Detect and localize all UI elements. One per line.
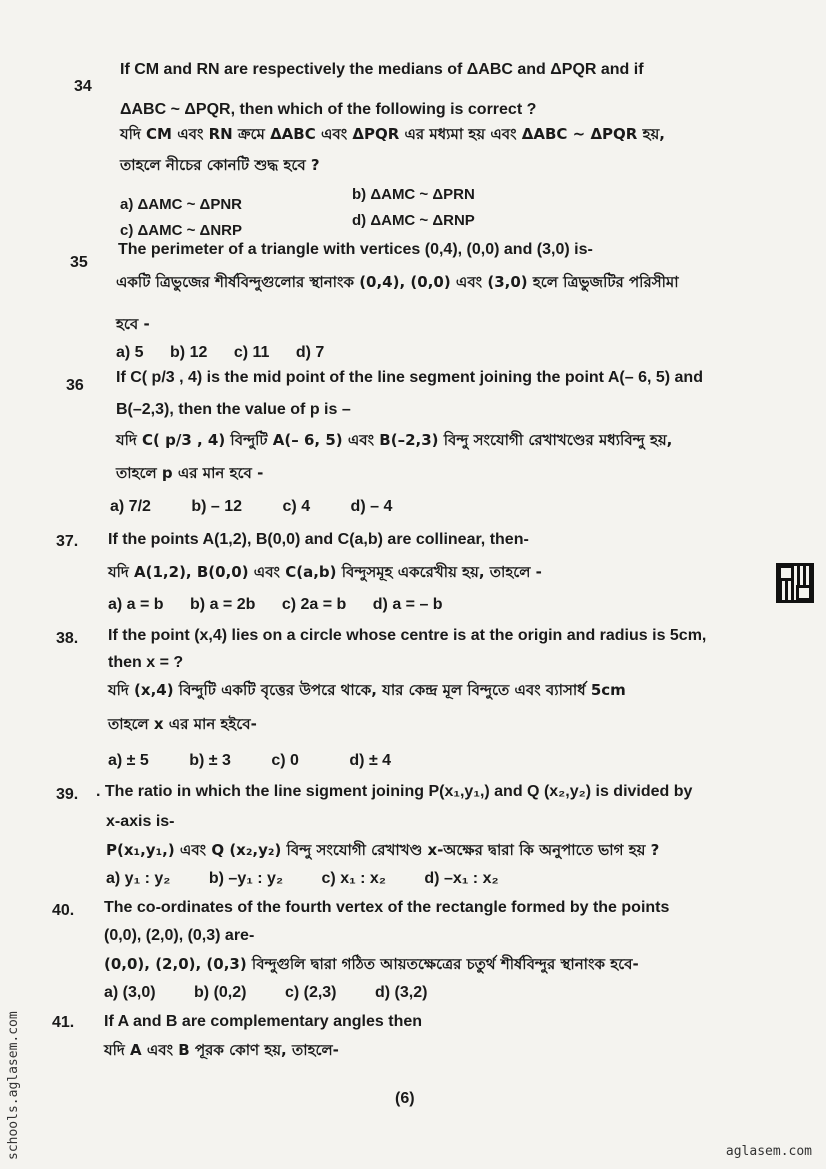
option-b: b) ± 3 [189, 752, 231, 769]
option-d: d) ± 4 [349, 752, 392, 769]
option-a: a) a = b [108, 596, 164, 613]
question-text-en: x-axis is- [106, 813, 175, 830]
question-number: 41. [52, 1014, 75, 1031]
option-b: b) – 12 [191, 498, 243, 515]
option-b: b) ΔAMC ~ ΔPRN [352, 186, 475, 203]
option-b: b) –y₁ : y₂ [208, 870, 284, 887]
question-text-bn: যদি CM এবং RN ক্রমে ΔABC এবং ΔPQR এর মধ্যমা হয় এবং ΔABC ~ ΔPQR হয়, [120, 125, 665, 143]
options [104, 984, 449, 1002]
option-a: a) ΔAMC ~ ΔPNR [120, 196, 242, 213]
option-d: d) 7 [295, 344, 325, 361]
option-b: b) a = 2b [190, 596, 256, 613]
option-c: c) x₁ : x₂ [321, 870, 386, 887]
question-text-en: B(–2,3), then the value of p is – [116, 401, 351, 418]
options [110, 498, 414, 516]
question-number: 35 [70, 254, 88, 271]
option-c: c) 11 [233, 344, 270, 361]
question-text-en: ΔABC ~ ΔPQR, then which of the following is correct ? [120, 101, 537, 118]
option-a: a) 5 [116, 344, 144, 361]
options [116, 344, 346, 362]
option-d: d) (3,2) [374, 984, 428, 1001]
question-text-bn: (0,0), (2,0), (0,3) বিন্দুগুলি দ্বারা গঠিত আয়তক্ষেত্রের চতুর্থ শীর্ষবিন্দুর স্থানাংক হবে- [104, 955, 639, 973]
option-a: a) y₁ : y₂ [106, 870, 171, 887]
page-number: (6) [395, 1090, 415, 1107]
options [106, 870, 521, 888]
option-d: d) –x₁ : x₂ [424, 870, 499, 887]
question-number: 39. [56, 786, 79, 803]
question-text-en: The perimeter of a triangle with vertices (0,4), (0,0) and (3,0) is- [118, 241, 593, 258]
question-text-bn: যদি A এবং B পূরক কোণ হয়, তাহলে- [104, 1041, 339, 1059]
question-text-bn: হবে - [116, 315, 150, 333]
question-text-en: If the points A(1,2), B(0,0) and C(a,b) are collinear, then- [108, 531, 529, 548]
question-text-en: . The ratio in which the line sigment joining P(x₁,y₁,) and Q (x₂,y₂) is divided by [96, 783, 693, 800]
question-number: 37. [56, 533, 79, 550]
question-text-en: If A and B are complementary angles then [104, 1013, 423, 1030]
option-c: c) (2,3) [284, 984, 337, 1001]
option-d: d) a = – b [372, 596, 443, 613]
option-c: c) 4 [282, 498, 311, 515]
question-text-bn: যদি C( p/3 , 4) বিন্দুটি A(– 6, 5) এবং B(–2,3) বিন্দু সংযোগী রেখাখণ্ডের মধ্যবিন্দু হয়, [116, 431, 673, 449]
options [108, 596, 465, 614]
question-text-bn: P(x₁,y₁,) এবং Q (x₂,y₂) বিন্দু সংযোগী রেখাখণ্ড x-অক্ষের দ্বারা কি অনুপাতে ভাগ হয় ? [106, 841, 660, 859]
watermark-bottom: aglasem.com [725, 1144, 812, 1159]
option-d: d) – 4 [350, 498, 393, 515]
option-a: a) (3,0) [104, 984, 156, 1001]
qr-code-icon [776, 563, 814, 603]
option-c: c) 0 [271, 752, 299, 769]
option-a: a) 7/2 [110, 498, 151, 515]
options [108, 752, 413, 770]
question-number: 36 [66, 377, 84, 394]
question-text-en: (0,0), (2,0), (0,3) are- [104, 927, 255, 944]
question-text-en: The co-ordinates of the fourth vertex of the rectangle formed by the points [104, 899, 670, 916]
question-text-bn: তাহলে নীচের কোনটি শুদ্ধ হবে ? [120, 156, 320, 174]
option-c: c) 2a = b [281, 596, 347, 613]
question-text-en: If CM and RN are respectively the medians of ΔABC and ΔPQR and if [120, 61, 644, 78]
question-text-bn: তাহলে p এর মান হবে - [116, 464, 264, 482]
option-d: d) ΔAMC ~ ΔRNP [352, 212, 475, 229]
question-text-en: If C( p/3 , 4) is the mid point of the line segment joining the point A(– 6, 5) and [116, 369, 703, 386]
option-b: b) (0,2) [194, 984, 247, 1001]
question-number: 38. [56, 630, 79, 647]
option-a: a) ± 5 [108, 752, 149, 769]
question-text-bn: যদি A(1,2), B(0,0) এবং C(a,b) বিন্দুসমূহ একরেখীয় হয়, তাহলে - [108, 563, 542, 581]
question-text-bn: তাহলে x এর মান হইবে- [108, 715, 257, 733]
option-c: c) ΔAMC ~ ΔNRP [120, 222, 242, 239]
option-b: b) 12 [170, 344, 208, 361]
question-number: 40. [52, 902, 75, 919]
question-number: 34 [74, 78, 92, 95]
watermark-side: schools.aglasem.com [6, 1011, 21, 1160]
question-text-en: If the point (x,4) lies on a circle whose centre is at the origin and radius is 5cm, [108, 627, 707, 644]
question-text-bn: যদি (x,4) বিন্দুটি একটি বৃত্তের উপরে থাকে, যার কেন্দ্র মূল বিন্দুতে এবং ব্যাসার্ধ 5cm [108, 681, 626, 699]
question-text-bn: একটি ত্রিভুজের শীর্ষবিন্দুগুলোর স্থানাংক (0,4), (0,0) এবং (3,0) হলে ত্রিভুজটির পরিসীমা [116, 273, 679, 291]
question-text-en: then x = ? [108, 654, 184, 671]
